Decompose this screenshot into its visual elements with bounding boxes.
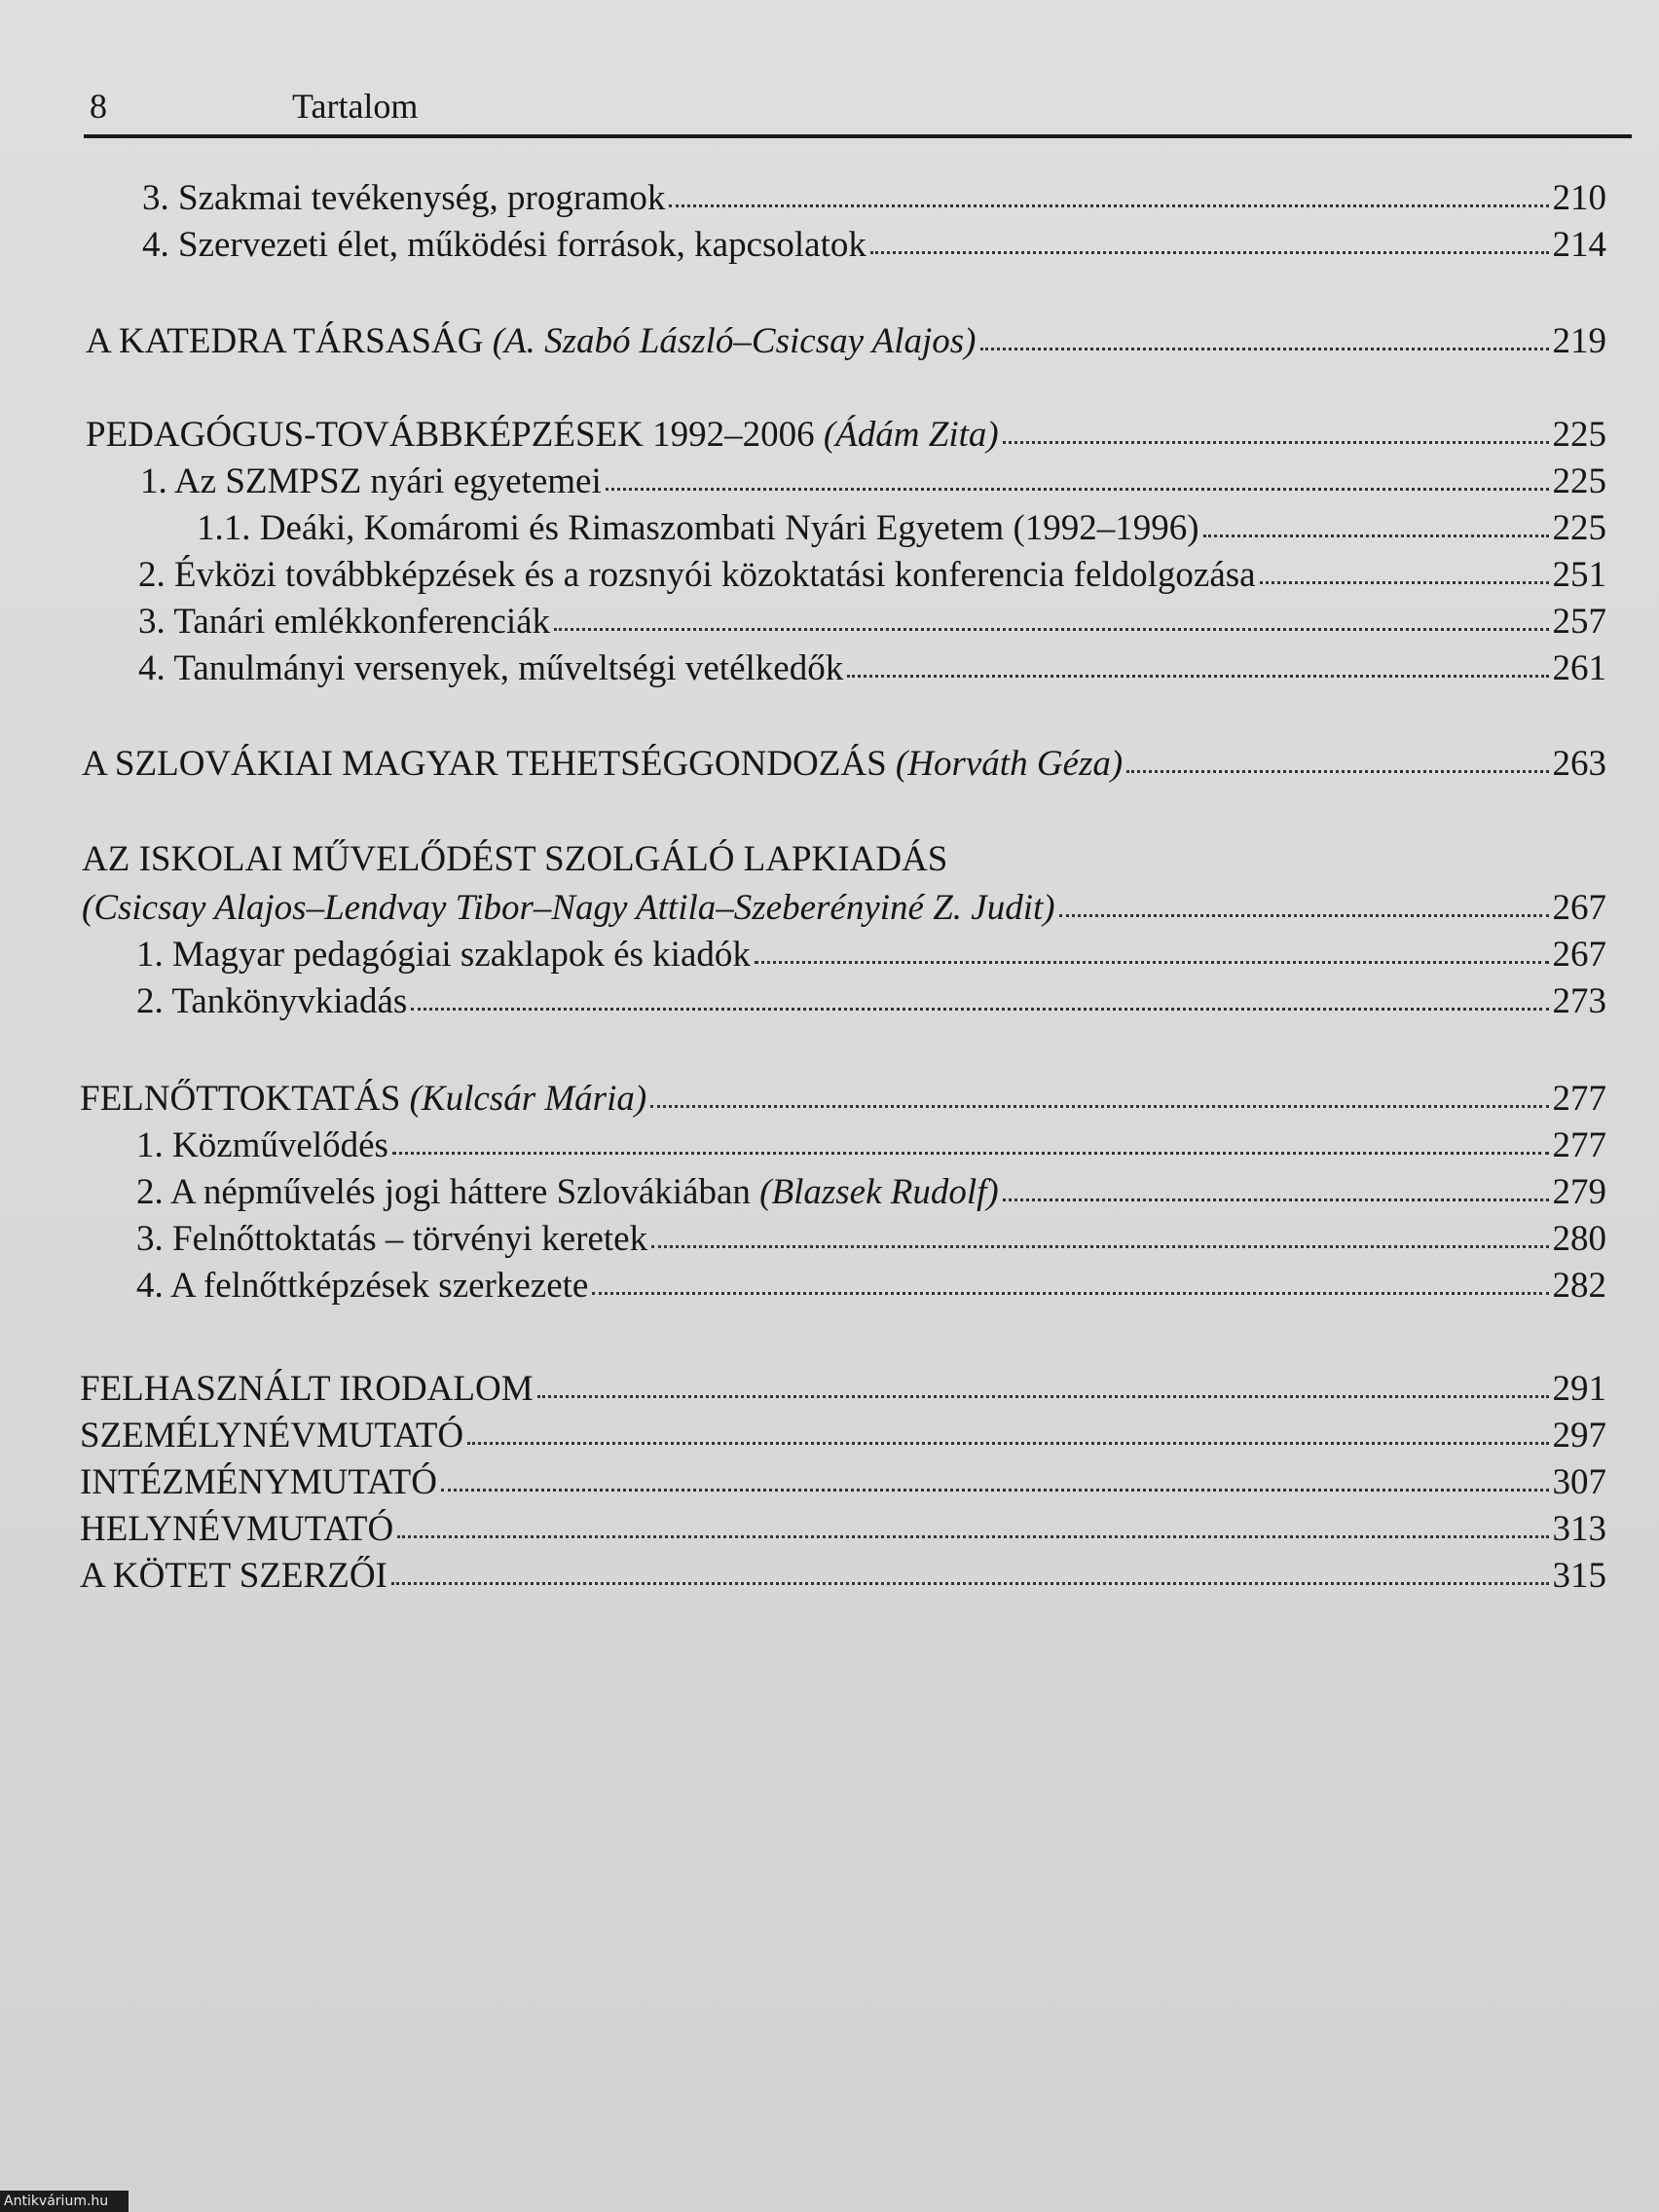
toc-entry-title: 4. Szervezeti élet, működési források, kapcsolatok <box>142 225 866 265</box>
toc-entry <box>142 176 1606 221</box>
toc-page-number: 313 <box>1552 1509 1606 1549</box>
toc-page-number: 291 <box>1552 1369 1606 1409</box>
dot-leader <box>592 1292 1548 1295</box>
toc-entry <box>80 1460 1606 1505</box>
toc-page-number: 261 <box>1552 648 1606 688</box>
running-title: Tartalom <box>292 87 419 126</box>
toc-entry <box>82 886 1606 931</box>
toc-entry <box>138 600 1606 645</box>
toc-entry <box>80 1414 1606 1458</box>
toc-entry-title: FELNŐTTOKTATÁS <box>80 1079 410 1119</box>
toc-page-number: 307 <box>1552 1462 1606 1502</box>
dot-leader <box>669 204 1548 207</box>
dot-leader <box>650 1105 1548 1108</box>
toc-entry <box>136 1264 1606 1309</box>
toc-entry-title: 2. A népművelés jogi háttere Szlovákiában <box>136 1172 760 1212</box>
dot-leader <box>1203 535 1549 537</box>
toc-page-number: 280 <box>1552 1219 1606 1259</box>
toc-entry-title: 3. Tanári emlékkonferenciák <box>138 602 551 642</box>
toc-entry <box>86 319 1606 364</box>
toc-entry-author: (Csicsay Alajos–Lendvay Tibor–Nagy Attila–Szeberényiné Z. Judit) <box>82 888 1055 928</box>
dot-leader <box>1059 914 1549 917</box>
dot-leader <box>537 1395 1549 1398</box>
toc-entry-author: (Ádám Zita) <box>823 415 999 455</box>
dot-leader <box>755 961 1549 964</box>
toc-entry <box>140 460 1606 504</box>
toc-page-number: 225 <box>1552 461 1606 501</box>
toc-page-number: 267 <box>1552 935 1606 975</box>
toc-page-number: 279 <box>1552 1172 1606 1212</box>
toc-entry <box>80 1367 1606 1412</box>
toc-entry-title: 3. Szakmai tevékenység, programok <box>142 178 666 218</box>
toc-entry <box>136 1170 1606 1215</box>
toc-entry <box>136 1124 1606 1168</box>
toc-entry-title: 2. Tankönyvkiadás <box>136 981 408 1021</box>
toc-entry-author: (A. Szabó László–Csicsay Alajos) <box>492 321 977 361</box>
toc-page-number: 225 <box>1552 508 1606 548</box>
toc-entry-title: 4. Tanulmányi versenyek, műveltségi vetélkedők <box>138 648 844 688</box>
toc-page-number: 315 <box>1552 1556 1606 1596</box>
toc-entry <box>80 1507 1606 1552</box>
toc-page-number: 219 <box>1552 321 1606 361</box>
dot-leader <box>980 348 1549 350</box>
dot-leader <box>847 675 1548 678</box>
toc-entry-title: PEDAGÓGUS-TOVÁBBKÉPZÉSEK 1992–2006 <box>86 415 824 455</box>
toc-page-number: 267 <box>1552 888 1606 928</box>
toc-entry-author: (Horváth Géza) <box>895 744 1124 784</box>
toc-entry-author: (Blazsek Rudolf) <box>759 1172 999 1212</box>
toc-entry <box>142 223 1606 268</box>
dot-leader <box>651 1245 1548 1248</box>
dot-leader <box>554 628 1548 631</box>
toc-entry-title: 1. Magyar pedagógiai szaklapok és kiadók <box>136 935 751 975</box>
toc-entry-title: HELYNÉVMUTATÓ <box>80 1509 394 1549</box>
dot-leader <box>391 1582 1549 1585</box>
dot-leader <box>441 1489 1549 1492</box>
toc-entry <box>197 506 1606 551</box>
dot-leader <box>1260 581 1549 584</box>
toc-entry-title: AZ ISKOLAI MŰVELŐDÉST SZOLGÁLÓ LAPKIADÁS <box>82 839 948 879</box>
dot-leader <box>467 1442 1548 1445</box>
toc-page-number: 210 <box>1552 178 1606 218</box>
toc-page-number: 282 <box>1552 1266 1606 1306</box>
toc-entry-title: A KÖTET SZERZŐI <box>80 1556 387 1596</box>
toc-entry <box>138 553 1606 598</box>
page-number: 8 <box>90 87 107 126</box>
toc-entry-title: INTÉZMÉNYMUTATÓ <box>80 1462 437 1502</box>
toc-entry-title: SZEMÉLYNÉVMUTATÓ <box>80 1416 464 1456</box>
toc-entry <box>136 933 1606 977</box>
toc-page-number: 263 <box>1552 744 1606 784</box>
dot-leader <box>870 251 1549 254</box>
toc-entry <box>136 1217 1606 1262</box>
watermark: Antikvárium.hu <box>0 2191 129 2212</box>
dot-leader <box>397 1535 1548 1538</box>
dot-leader <box>1003 441 1549 444</box>
toc-entry <box>82 742 1606 787</box>
toc-page-number: 277 <box>1552 1079 1606 1119</box>
toc-entry <box>136 979 1606 1024</box>
dot-leader <box>1003 1198 1549 1201</box>
toc-entry <box>86 413 1606 458</box>
toc-entry-title: A KATEDRA TÁRSASÁG <box>86 321 493 361</box>
toc-entry <box>80 1554 1606 1599</box>
toc-page-number: 277 <box>1552 1125 1606 1165</box>
dot-leader <box>411 1008 1548 1011</box>
toc-entry-title: 1. Az SZMPSZ nyári egyetemei <box>140 461 602 501</box>
toc-entry-title: 2. Évközi továbbképzések és a rozsnyói közoktatási konferencia feldolgozása <box>138 555 1256 595</box>
dot-leader <box>1126 770 1548 773</box>
toc-entry-title: 1. Közművelődés <box>136 1125 388 1165</box>
toc-entry-author: (Kulcsár Mária) <box>409 1079 647 1119</box>
toc-page-number: 251 <box>1552 555 1606 595</box>
toc-entry-title: 4. A felnőttképzések szerkezete <box>136 1266 589 1306</box>
dot-leader <box>606 488 1549 491</box>
dot-leader <box>392 1152 1549 1155</box>
toc-entry-title: 1.1. Deáki, Komáromi és Rimaszombati Nyári Egyetem (1992–1996) <box>197 508 1199 548</box>
toc-page-number: 257 <box>1552 602 1606 642</box>
toc-entry-title: FELHASZNÁLT IRODALOM <box>80 1369 534 1409</box>
toc-page-number: 225 <box>1552 415 1606 455</box>
toc-entry-title: 3. Felnőttoktatás – törvényi keretek <box>136 1219 648 1259</box>
toc-page-number: 297 <box>1552 1416 1606 1456</box>
toc-entry <box>80 1077 1606 1122</box>
toc-entry <box>138 646 1606 691</box>
toc-page-number: 273 <box>1552 981 1606 1021</box>
toc-entry-title: A SZLOVÁKIAI MAGYAR TEHETSÉGGONDOZÁS <box>82 744 896 784</box>
toc-page-number: 214 <box>1552 225 1606 265</box>
